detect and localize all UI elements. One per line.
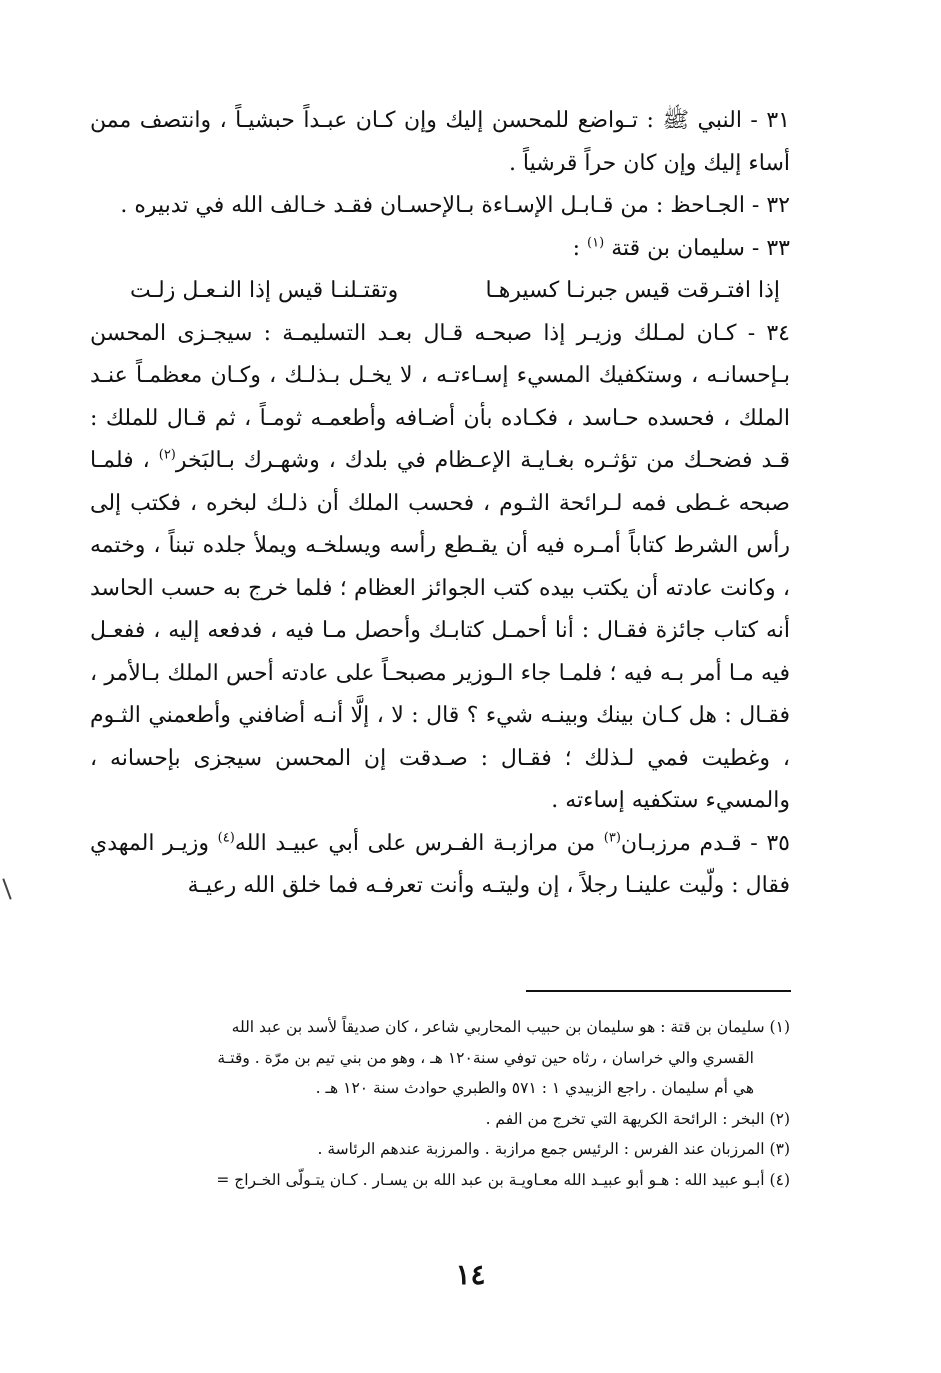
- paragraph-32: ٣٢ - الجـاحظ : من قـابـل الإسـاءة بـالإحسـان فقـد خـالف الله في تدبيره .: [120, 193, 790, 218]
- footnote-4-text: أبـو عبيد الله : هـو أبو عبيـد الله معـاويـة بن عبد الله بن يسـار . كـان يتـولّى الخـراج =: [216, 1170, 765, 1189]
- footnote-separator: [526, 990, 791, 992]
- footnote-1-line-3: هي أم سليمان . راجع الزبيدي ١ : ٥٧١ والطبري حوادث سنة ١٢٠ هـ .: [315, 1079, 754, 1097]
- footnote-4: [90, 1165, 790, 1196]
- footnote-2-number: (٢): [769, 1109, 790, 1128]
- footnote-1-number: (١): [769, 1018, 790, 1036]
- main-text: [90, 100, 790, 908]
- footnote-3-text: المرزبان عند الفرس : الرئيس جمع مرازبة . والمرزبة عندهم الرئاسة .: [317, 1140, 765, 1158]
- footnote-4-number: (٤): [769, 1170, 790, 1189]
- paragraph-34-rest: ، فلمـا صبحه غـطى فمه لـرائحة الثـوم ، فحسب الملك أن ذلـك لبخره ، فكتب إلى رأس الشرط كتاباً أمـره فيه أن يقـطع رأسه ويسلخـه ويملأ جلده تبناً ، وختمه ، وكانت عادته أن يكتب بيده كتب الجوائز العظام ؛ فلما خرج به حسب الحاسد أنه كتاب جائزة فقـال : أنا أحمـل كتابـك وأحصل مـا فيه ، فدفعه إليه ، ففعـل فيه مـا أمر بـه فيه ؛ فلمـا جاء الـوزير مصبحـاً على عادته أحس الملك بـالأمر ، فقـال : هل كـان بينك وبينـه شيء ؟ قال : لا ، إلَّا أنـه أضافني وأطعمني الثـوم ، وغطيت فمي لـذلك ؛ فقـال : صـدقت إن المحسن سيجزى بإحسانه ، والمسيء ستكفيه إساءته .: [90, 448, 790, 813]
- footnote-ref-3[interactable]: (٣): [603, 830, 621, 846]
- paragraph-33-text: ٣٣ - سليمان بن قتة: [611, 235, 790, 261]
- paragraph-35-end: وزيـر المهدي فقال : ولّيت علينـا رجلاً ، إن وليتـه وأنت تعرفـه فما خلق الله رعيـة: [90, 830, 790, 898]
- footnote-1-line-1: سليمان بن قتة : هو سليمان بن حبيب المحاربي شاعر ، كان صديقاً لأسد بن عبد الله: [231, 1018, 765, 1036]
- footnote-3: [90, 1134, 790, 1165]
- footnote-ref-4[interactable]: (٤): [217, 830, 235, 846]
- page-number: ١٤: [455, 1258, 486, 1291]
- paragraph-35-middle: من مرازبـة الفـرس على أبي عبيـد الله: [234, 830, 604, 856]
- footnote-ref-1[interactable]: (١): [587, 235, 605, 251]
- paragraph-35-start: ٣٥ - قـدم مرزبـان: [620, 830, 790, 856]
- footnote-1: [90, 1012, 790, 1104]
- footnote-ref-2[interactable]: (٢): [158, 447, 176, 463]
- scan-edge-mark: [2, 878, 11, 899]
- paragraph-34-text: ٣٤ - كـان لمـلك وزيـر إذا صبحـه قـال بعـد التسليمـة : سيجـزى المحسن بـإحسانـه ، وستكفيك المسيء إسـاءتـه ، لا يخـل بـذلـك ، وكـان معظمـاً عنـد الملك ، فحسده حـاسد ، فكـاده بأن أضـافه وأطعمـه ثومـاً ، ثم قـال للملك : قـد فضحـك من تؤثـره بغـايـة الإعـظام في بلدك ، وشهـرك بـالبَخر: [90, 320, 790, 473]
- footnote-1-line-2: القسري والي خراسان ، رثاه حين توفي سنة١٢٠ هـ ، وهو من بني تيم بن مرّة . وقتـة: [217, 1048, 754, 1067]
- verse-first-hemistich: إذا افتـرقت قيس جبرنـا كسيرهـا: [485, 278, 780, 303]
- poem-verse: [90, 270, 790, 313]
- footnote-3-number: (٣): [769, 1140, 790, 1158]
- page-body: [90, 100, 790, 908]
- verse-second-hemistich: وتقتـلنـا قيس إذا النـعـل زلـت: [130, 278, 399, 303]
- paragraph-31: ٣١ - النبي ﷺ : تـواضع للمحسن إليك وإن كـان عبـداً حبشيـاً ، وانتصف ممن أساء إليك وإن كان حراً قرشياً .: [90, 108, 790, 176]
- footnote-2: [90, 1104, 790, 1135]
- footnote-2-text: البخر : الرائحة الكريهة التي تخرج من الفم .: [485, 1109, 765, 1128]
- footnotes: [90, 1012, 790, 1195]
- paragraph-33-colon: :: [572, 235, 588, 261]
- paragraph-35: [90, 823, 790, 908]
- paragraph-33: [90, 228, 790, 271]
- paragraph-34: [90, 313, 790, 823]
